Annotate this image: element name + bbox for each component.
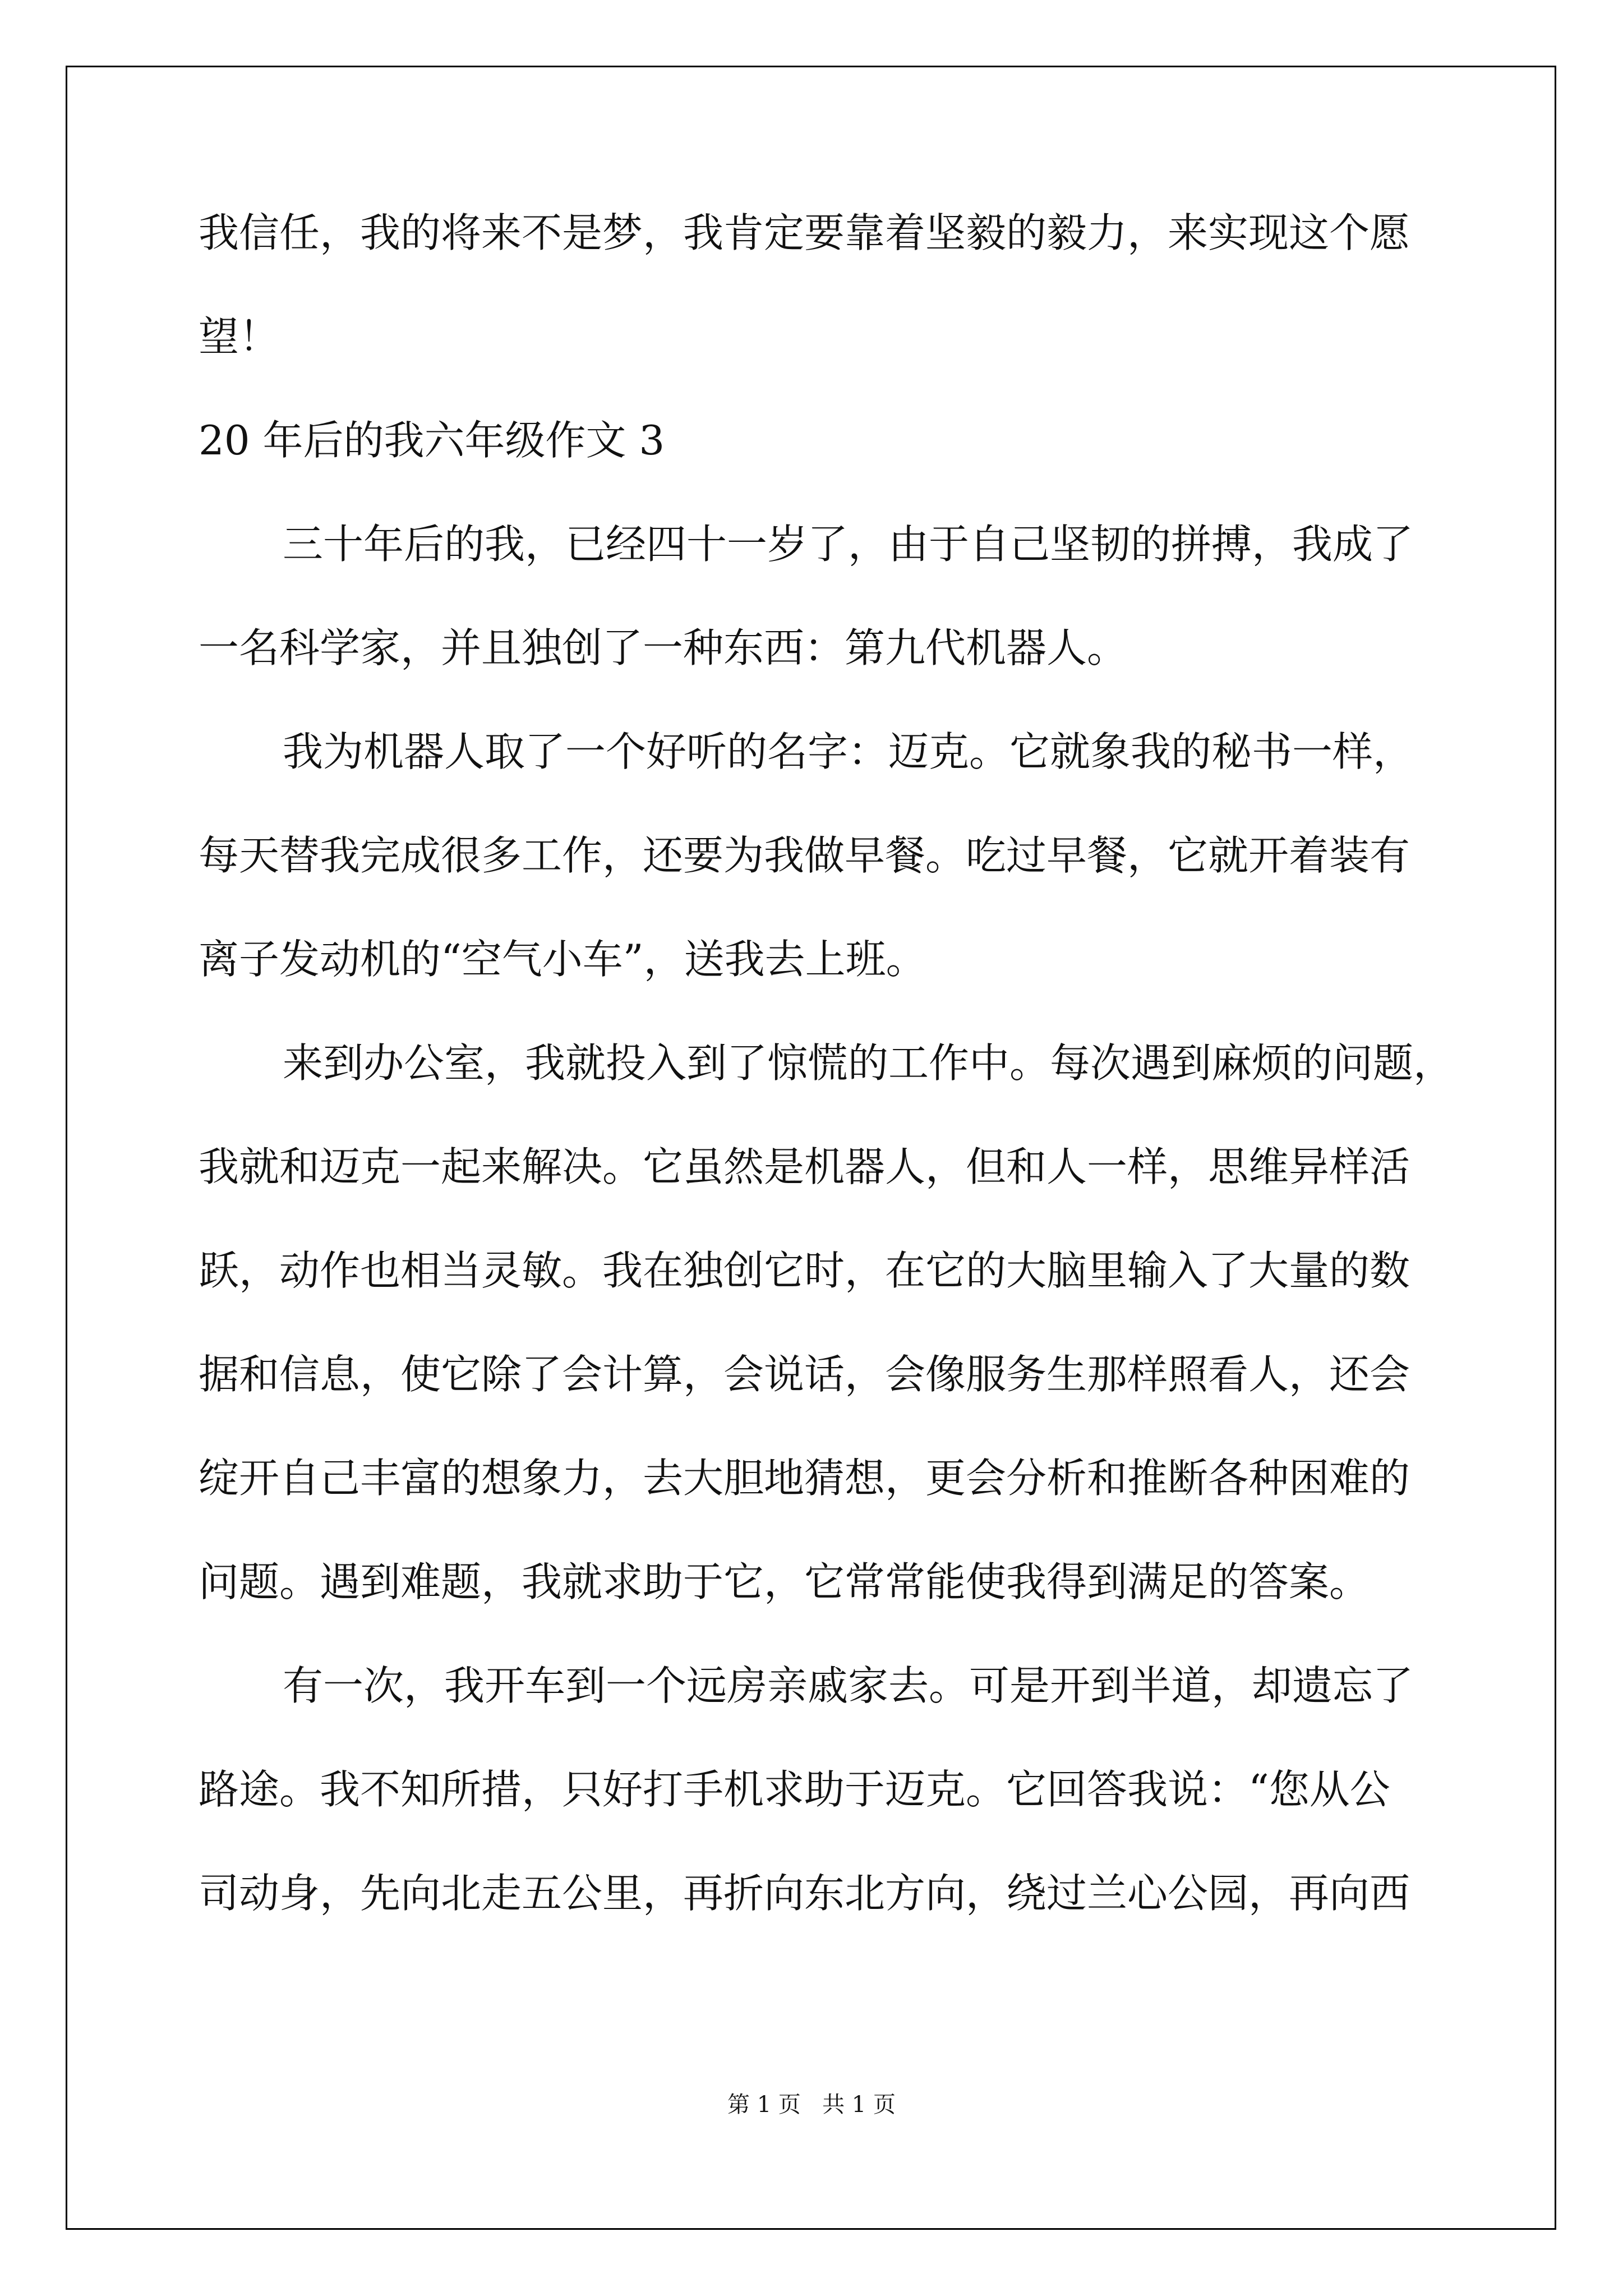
paragraph-start-line: 三十年后的我，已经四十一岁了，由于自己坚韧的拼搏，我成了 — [283, 521, 1414, 568]
text-line: 路途。我不知所措，只好打手机求助于迈克。它回答我说：“您从公 — [199, 1766, 1390, 1813]
text-line: 离子发动机的“空气小车”，送我去上班。 — [199, 936, 926, 983]
text-line: 跃，动作也相当灵敏。我在独创它时，在它的大脑里输入了大量的数 — [199, 1247, 1410, 1294]
text-line: 我就和迈克一起来解决。它虽然是机器人，但和人一样，思维异样活 — [199, 1143, 1410, 1190]
text-line: 望！ — [199, 313, 280, 360]
page-footer: 第 1 页 共 1 页 — [727, 2092, 896, 2118]
section-heading: 20 年后的我六年级作文 3 — [199, 417, 665, 464]
text-line: 司动身，先向北走五公里，再折向东北方向，绕过兰心公园，再向西 — [199, 1870, 1410, 1917]
text-line: 绽开自己丰富的想象力，去大胆地猜想，更会分析和推断各种困难的 — [199, 1455, 1410, 1502]
text-line: 一名科学家，并且独创了一种东西：第九代机器人。 — [199, 624, 1128, 671]
text-line: 每天替我完成很多工作，还要为我做早餐。吃过早餐，它就开着装有 — [199, 832, 1410, 879]
text-line: 据和信息，使它除了会计算，会说话，会像服务生那样照看人，还会 — [199, 1351, 1410, 1398]
paragraph-start-line: 有一次，我开车到一个远房亲戚家去。可是开到半道，却遗忘了 — [283, 1662, 1414, 1709]
paragraph-start-line: 我为机器人取了一个好听的名字：迈克。它就象我的秘书一样， — [283, 728, 1414, 775]
text-line: 我信任，我的将来不是梦，我肯定要靠着坚毅的毅力，来实现这个愿 — [199, 209, 1410, 256]
paragraph-start-line: 来到办公室，我就投入到了惊慌的工作中。每次遇到麻烦的问题， — [283, 1039, 1454, 1087]
text-line: 问题。遇到难题，我就求助于它，它常常能使我得到满足的答案。 — [199, 1558, 1370, 1605]
